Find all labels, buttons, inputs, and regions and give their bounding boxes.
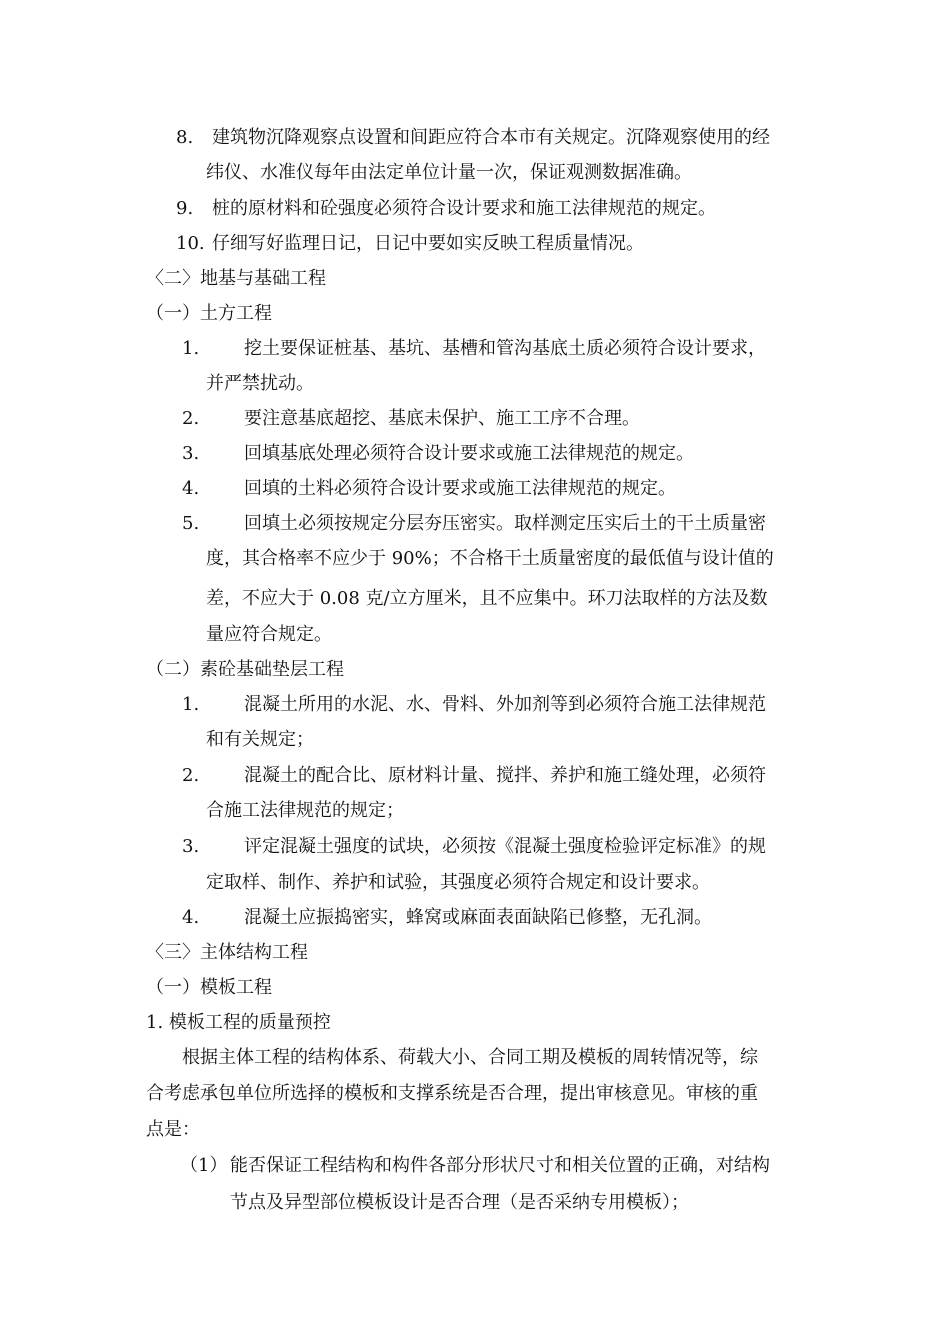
subsection-heading: （一）土方工程 (146, 303, 272, 324)
list-number: 2. (182, 765, 200, 786)
list-item-text: 桩的原材料和砼强度必须符合设计要求和施工法律规范的规定。 (212, 198, 716, 219)
list-item-text: 并严禁扰动。 (206, 373, 314, 394)
list-item-text: 量应符合规定。 (206, 624, 332, 645)
list-item-text: 要注意基底超挖、基底未保护、施工工序不合理。 (244, 408, 640, 429)
list-item-text: 混凝土应振捣密实，蜂窝或麻面表面缺陷已修整，无孔洞。 (244, 907, 712, 928)
item-heading: 1. 模板工程的质量预控 (146, 1012, 331, 1033)
list-number: 3. (182, 443, 200, 464)
list-item-text: 和有关规定； (206, 729, 314, 750)
list-number: 5. (182, 513, 200, 534)
list-item-text: 评定混凝土强度的试块，必须按《混凝土强度检验评定标准》的规 (244, 836, 766, 857)
list-number: 3. (182, 836, 200, 857)
list-number: 4. (182, 907, 200, 928)
list-item-text: 回填土必须按规定分层夯压密实。取样测定压实后土的干土质量密 (244, 513, 766, 534)
list-number: 1. (182, 694, 200, 715)
list-item-text: 能否保证工程结构和构件各部分形状尺寸和相关位置的正确，对结构 (230, 1155, 770, 1176)
list-item-text: 节点及异型部位模板设计是否合理（是否采纳专用模板）； (230, 1192, 689, 1213)
paragraph-line: 合考虑承包单位所选择的模板和支撑系统是否合理，提出审核意见。审核的重 (146, 1083, 758, 1104)
list-number: 8. (176, 127, 194, 148)
list-number: （1） (180, 1155, 228, 1176)
list-item-text: 回填基底处理必须符合设计要求或施工法律规范的规定。 (244, 443, 694, 464)
list-item-text: 建筑物沉降观察点设置和间距应符合本市有关规定。沉降观察使用的经 (212, 127, 770, 148)
section-heading: 〈三〉主体结构工程 (146, 942, 308, 963)
list-item-text: 回填的土料必须符合设计要求或施工法律规范的规定。 (244, 478, 676, 499)
list-item-text: 定取样、制作、养护和试验，其强度必须符合规定和设计要求。 (206, 872, 710, 893)
list-number: 10. (176, 233, 205, 254)
list-number: 9. (176, 198, 194, 219)
paragraph-line: 点是： (146, 1119, 200, 1140)
list-item-text: 混凝土的配合比、原材料计量、搅拌、养护和施工缝处理，必须符 (244, 765, 766, 786)
list-item-text: 挖土要保证桩基、基坑、基槽和管沟基底土质必须符合设计要求， (244, 338, 766, 359)
list-item-text: 仔细写好监理日记，日记中要如实反映工程质量情况。 (212, 233, 644, 254)
list-item-text: 合施工法律规范的规定； (206, 800, 404, 821)
paragraph-line: 根据主体工程的结构体系、荷载大小、合同工期及模板的周转情况等，综 (182, 1047, 758, 1068)
list-item-text: 度，其合格率不应少于 90%；不合格干土质量密度的最低值与设计值的 (206, 548, 774, 569)
subsection-heading: （二）素砼基础垫层工程 (146, 659, 344, 680)
list-item-text: 纬仪、水准仪每年由法定单位计量一次，保证观测数据准确。 (206, 162, 692, 183)
list-number: 2. (182, 408, 200, 429)
list-item-text: 混凝土所用的水泥、水、骨料、外加剂等到必须符合施工法律规范 (244, 694, 766, 715)
list-item-text: 差，不应大于 0.08 克/立方厘米，且不应集中。环刀法取样的方法及数 (206, 588, 768, 609)
section-heading: 〈二〉地基与基础工程 (146, 268, 326, 289)
list-number: 1. (182, 338, 200, 359)
subsection-heading: （一）模板工程 (146, 977, 272, 998)
list-number: 4. (182, 478, 200, 499)
